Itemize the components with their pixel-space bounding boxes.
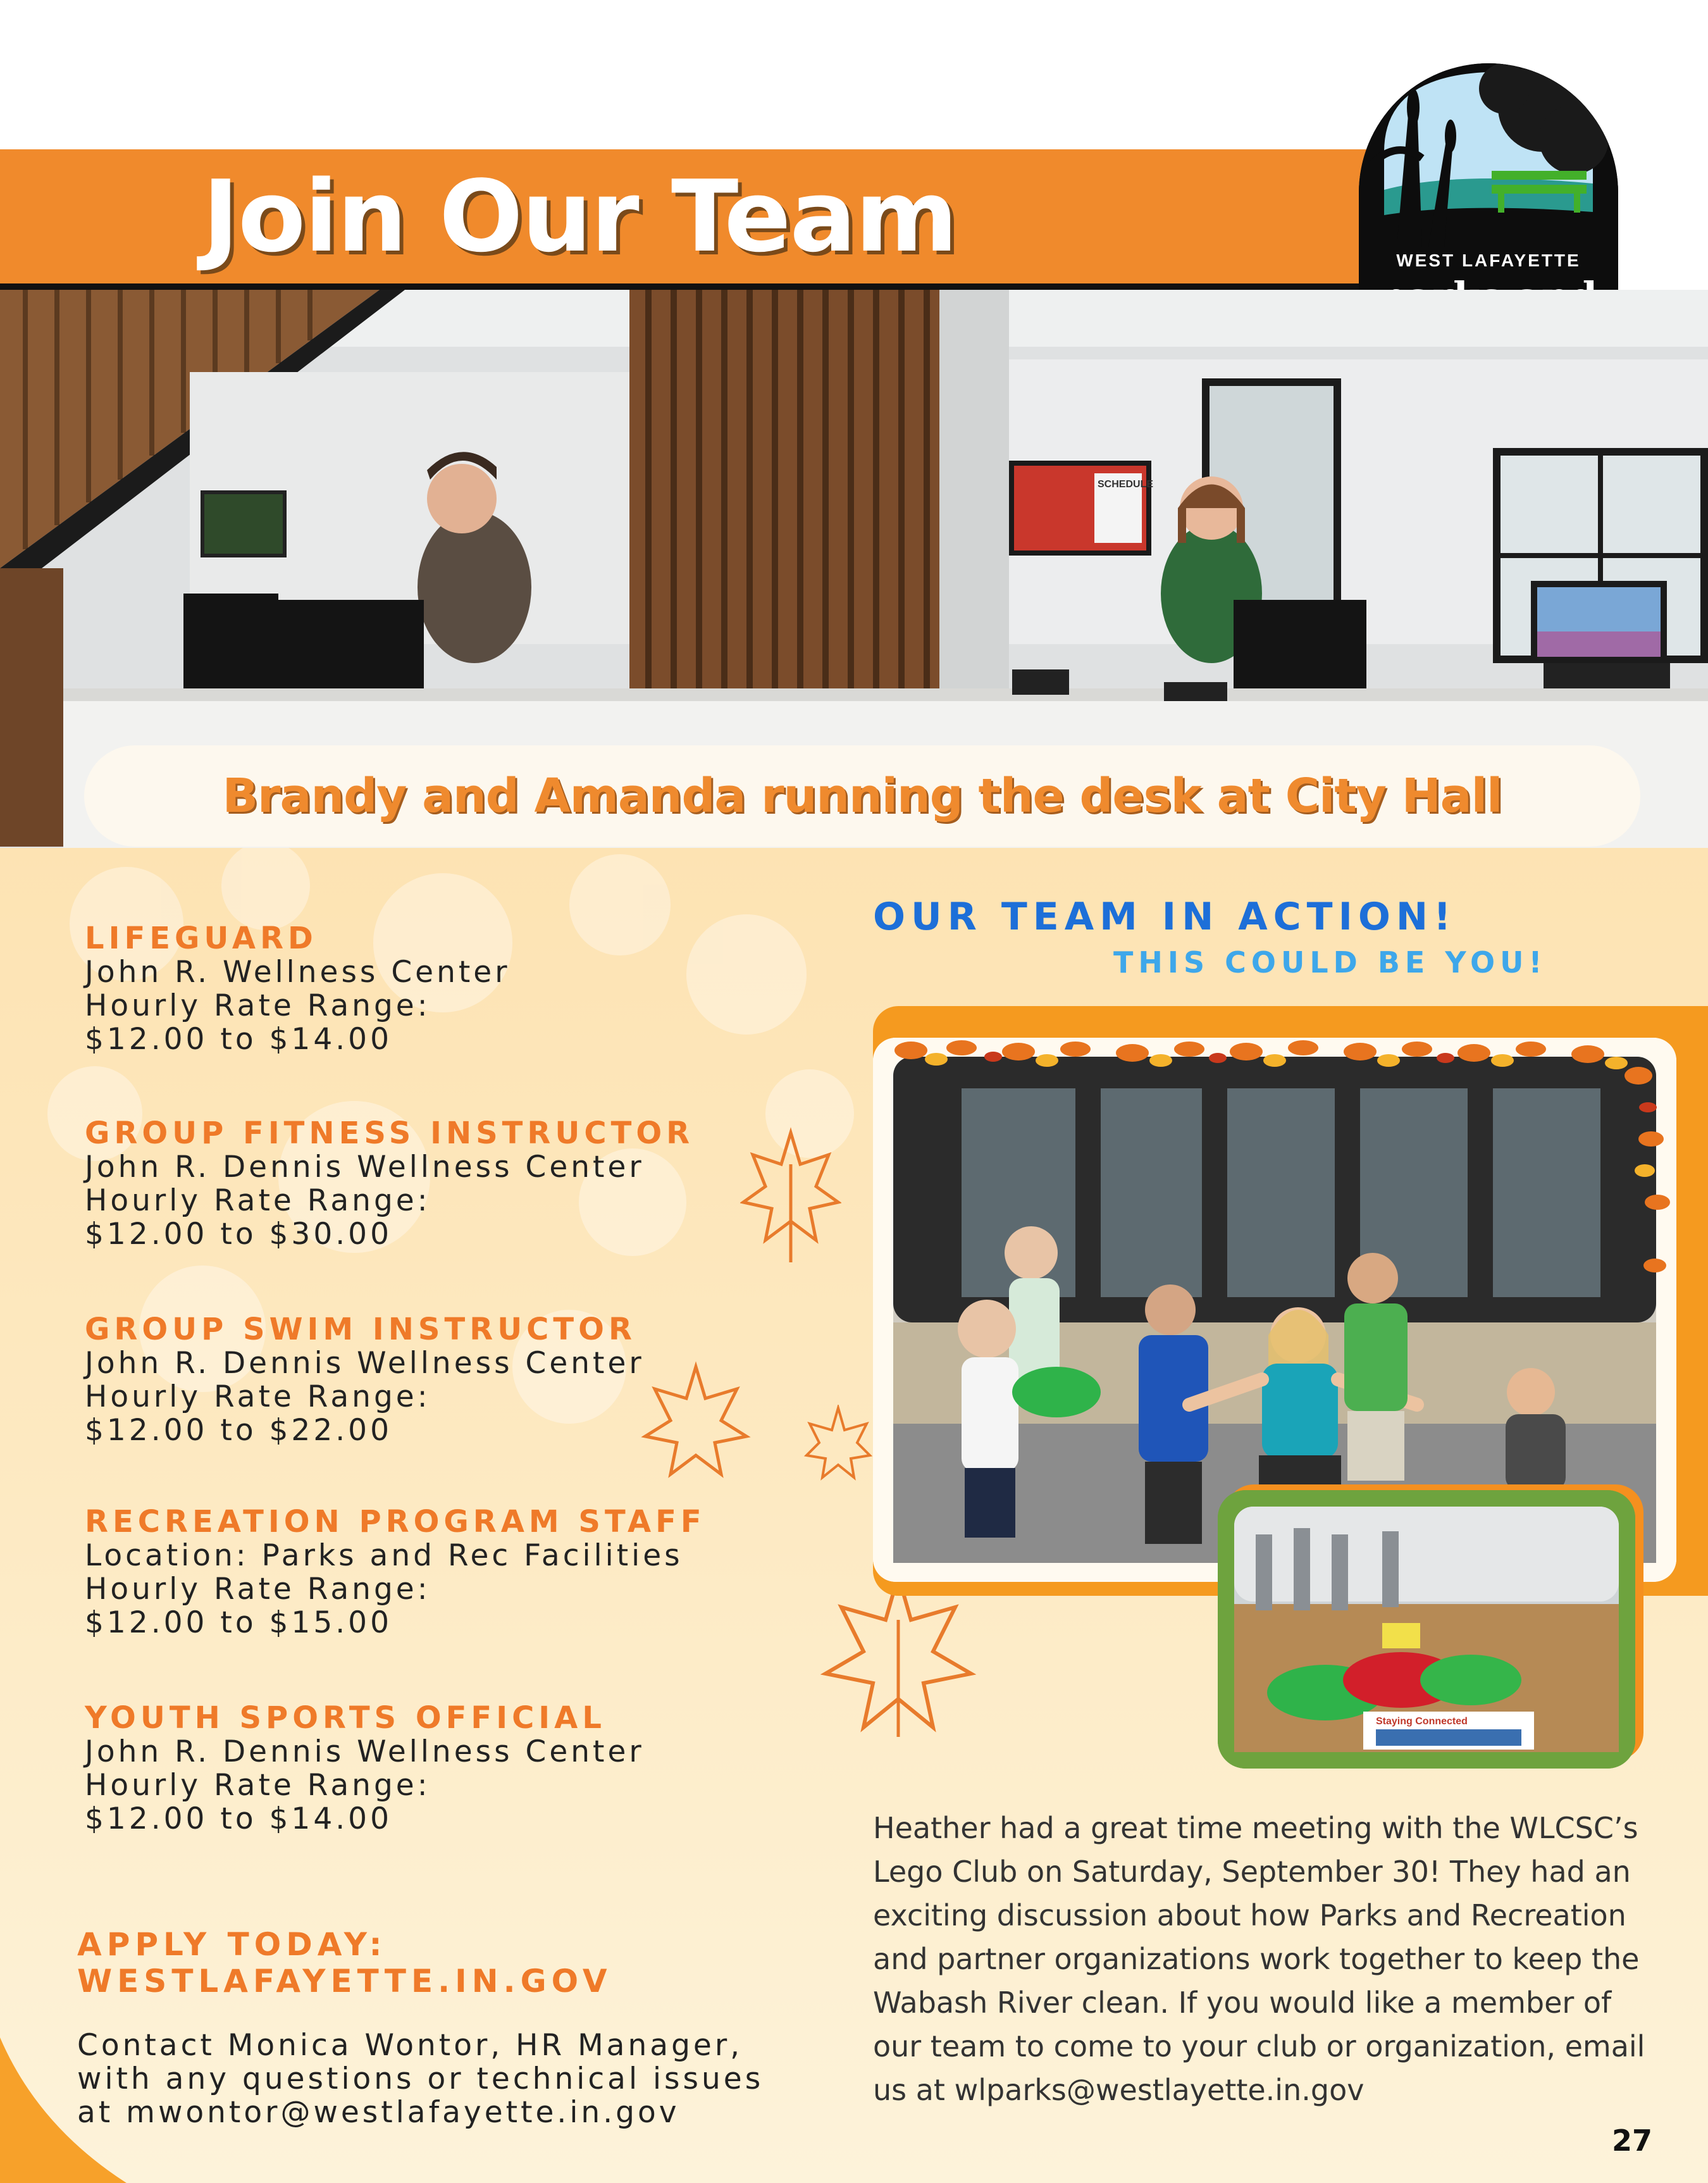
job-location: Location: Parks and Rec Facilities — [85, 1538, 683, 1573]
job-location: John R. Dennis Wellness Center — [85, 1346, 645, 1381]
job-rate-label: Hourly Rate Range: — [85, 988, 431, 1023]
logo-landscape-icon — [1359, 63, 1618, 247]
job-rate: $12.00 to $22.00 — [85, 1413, 392, 1448]
page-number: 27 — [1612, 2124, 1653, 2158]
job-lifeguard — [85, 921, 511, 1056]
job-location: John R. Dennis Wellness Center — [85, 1734, 645, 1769]
tv-schedule-text: SCHEDULE — [1098, 479, 1154, 490]
logo-small-text: WEST LAFAYETTE — [1396, 251, 1581, 270]
job-group-fitness-instructor — [85, 1116, 694, 1251]
lego-club-photo — [1218, 1490, 1635, 1769]
job-title: LIFEGUARD — [85, 921, 318, 956]
job-rate-label: Hourly Rate Range: — [85, 1768, 431, 1803]
job-rate-label: Hourly Rate Range: — [85, 1183, 431, 1218]
job-rate: $12.00 to $14.00 — [85, 1801, 392, 1836]
apply-website-link[interactable]: WESTLAFAYETTE.IN.GOV — [77, 1963, 612, 2000]
photo-caption: Brandy and Amanda running the desk at City Hall — [84, 745, 1640, 847]
story-paragraph: Heather had a great time meeting with the WLCSC’s Lego Club on Saturday, September 30! They had an exciting discussion about how Parks and Recreation and partner organizations work together to keep the Wabash River clean. If you would like a member of our team to come to your club or organization, email us at wlparks@westlayette.in.gov — [873, 1811, 1645, 2107]
maple-leaf-icon — [639, 1360, 753, 1487]
job-rate: $12.00 to $14.00 — [85, 1022, 392, 1057]
maple-leaf-icon — [803, 1405, 873, 1481]
contact-info — [77, 2029, 824, 2129]
job-group-swim-instructor — [85, 1312, 645, 1447]
apply-heading: APPLY TODAY: — [77, 1926, 387, 1963]
team-action-subtitle: THIS COULD BE YOU! — [1113, 945, 1547, 980]
job-rate: $12.00 to $15.00 — [85, 1605, 392, 1640]
page-title: Join Our Team — [202, 159, 957, 274]
team-action-title: OUR TEAM IN ACTION! — [873, 895, 1457, 939]
contact-email-link[interactable]: at mwontor@westlafayette.in.gov — [77, 2095, 680, 2130]
maple-leaf-icon — [740, 1126, 841, 1266]
job-location: John R. Wellness Center — [85, 955, 511, 990]
job-title: YOUTH SPORTS OFFICIAL — [85, 1700, 606, 1736]
apply-today — [77, 1926, 612, 2000]
job-rate-label: Hourly Rate Range: — [85, 1379, 431, 1414]
job-rate-label: Hourly Rate Range: — [85, 1572, 431, 1607]
job-rate: $12.00 to $30.00 — [85, 1217, 392, 1252]
job-recreation-program-staff — [85, 1505, 706, 1639]
job-title: RECREATION PROGRAM STAFF — [85, 1504, 706, 1539]
contact-line: Contact Monica Wontor, HR Manager, — [77, 2028, 743, 2063]
header-rule — [0, 283, 1366, 290]
job-location: John R. Dennis Wellness Center — [85, 1150, 645, 1185]
job-title: GROUP SWIM INSTRUCTOR — [85, 1312, 636, 1347]
job-youth-sports-official — [85, 1701, 645, 1836]
contact-line: with any questions or technical issues — [77, 2062, 764, 2096]
placemat-text: Staying Connected — [1376, 1716, 1468, 1727]
job-title: GROUP FITNESS INSTRUCTOR — [85, 1116, 695, 1151]
